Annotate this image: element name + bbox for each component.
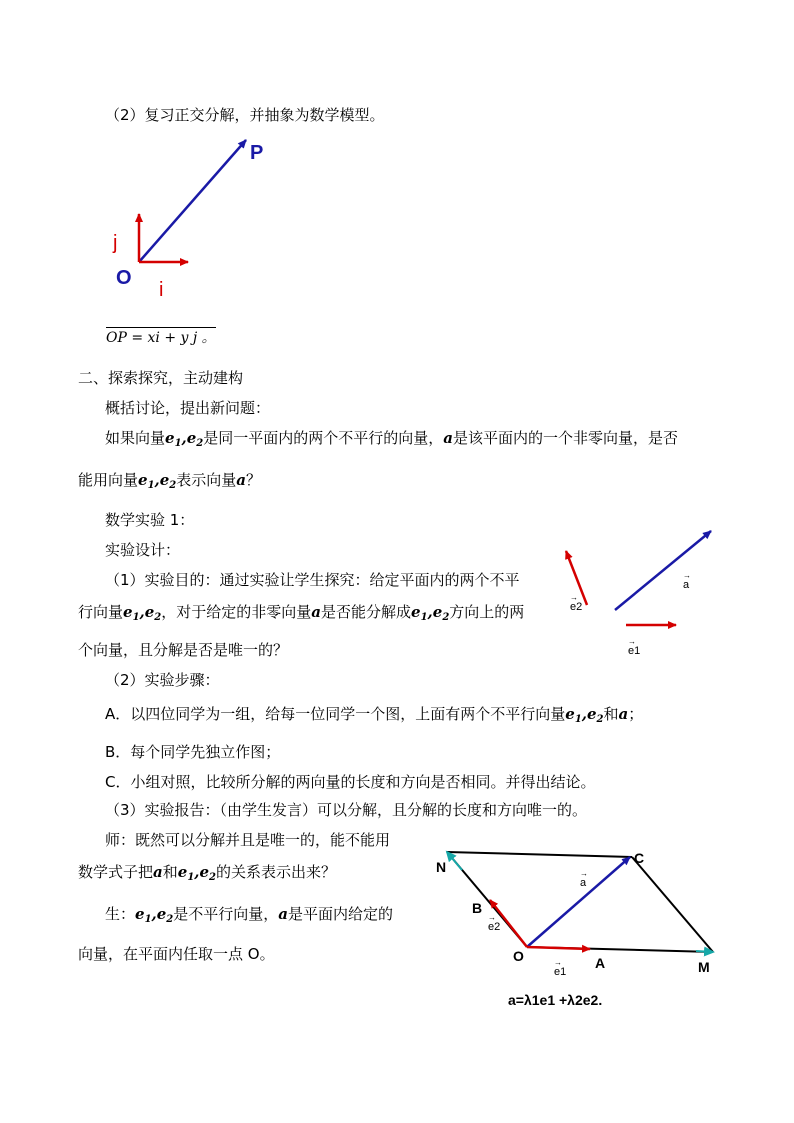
point-a-label: A bbox=[595, 955, 606, 971]
exp-e1-label: → e1 bbox=[628, 637, 641, 657]
e1-vector-oa bbox=[527, 947, 590, 949]
student-line-2: 向量，在平面内任取一点 O。 bbox=[78, 945, 275, 963]
teacher-line-1: 师：既然可以分解并且是唯一的，能不能用 bbox=[105, 831, 391, 849]
question-line-2: 能用向量$e_1,e_2$表示向量a？ bbox=[78, 471, 262, 491]
student-line-1: 生：$e_1,e_2$是不平行向量，a是平面内给定的 bbox=[105, 905, 394, 925]
point-b-label: B bbox=[472, 900, 483, 916]
step-c: C．小组对照，比较所分解的两向量的长度和方向是否相同。并得出结论。 bbox=[105, 773, 596, 791]
on-vector-tip bbox=[447, 852, 462, 870]
steps-heading: （2）实验步骤： bbox=[105, 671, 220, 689]
decomposition-formula: a=λ1e1 +λ2e2. bbox=[508, 992, 603, 1008]
purpose-line-3: 个向量，且分解是否是唯一的？ bbox=[78, 641, 289, 659]
j-label: j bbox=[113, 232, 118, 254]
experiment-title: 数学实验 1： bbox=[105, 511, 195, 529]
purpose-line-1: （1）实验目的：通过实验让学生探究：给定平面内的两个不平 bbox=[105, 571, 520, 589]
review-line: （2）复习正交分解，并抽象为数学模型。 bbox=[105, 106, 385, 124]
point-p-label: P bbox=[250, 142, 264, 164]
step-a: A．以四位同学为一组，给每一位同学一个图，上面有两个不平行向量$e_1,e_2$和a； bbox=[105, 705, 644, 725]
step-b: B．每个同学先独立作图； bbox=[105, 743, 281, 761]
point-o-label-2: O bbox=[513, 948, 524, 964]
point-c-label: C bbox=[634, 850, 645, 866]
par-e1-label: → e1 bbox=[554, 958, 567, 978]
question-line-1: 如果向量$e_1,e_2$是同一平面内的两个不平行的向量，a是该平面内的一个非零向量，是否 bbox=[105, 429, 679, 449]
point-o-label: O bbox=[116, 267, 132, 289]
par-e2-label: → e2 bbox=[488, 913, 501, 933]
point-n-label: N bbox=[436, 859, 447, 875]
point-m-label: M bbox=[698, 959, 710, 975]
op-formula: OP = xi + y j 。 bbox=[106, 327, 216, 348]
exp-a-label: → a bbox=[683, 571, 691, 591]
teacher-line-2: 数学式子把a和$e_1,e_2$的关系表示出来？ bbox=[78, 863, 337, 883]
exp-e2-label: → e2 bbox=[570, 593, 583, 613]
par-a-label: → a bbox=[580, 869, 588, 889]
oc-vector bbox=[527, 857, 630, 947]
i-label: i bbox=[159, 279, 164, 301]
section-heading: 二、探索探究，主动建构 bbox=[78, 369, 244, 387]
section-intro: 概括讨论，提出新问题： bbox=[105, 399, 271, 417]
experiment-design: 实验设计： bbox=[105, 541, 181, 559]
experiment-report: （3）实验报告：（由学生发言）可以分解，且分解的长度和方向唯一的。 bbox=[105, 801, 588, 819]
om-vector-tip bbox=[696, 951, 713, 952]
purpose-line-2: 行向量$e_1,e_2$，对于给定的非零向量a是否能分解成$e_1,e_2$方向上的两 bbox=[78, 603, 525, 623]
